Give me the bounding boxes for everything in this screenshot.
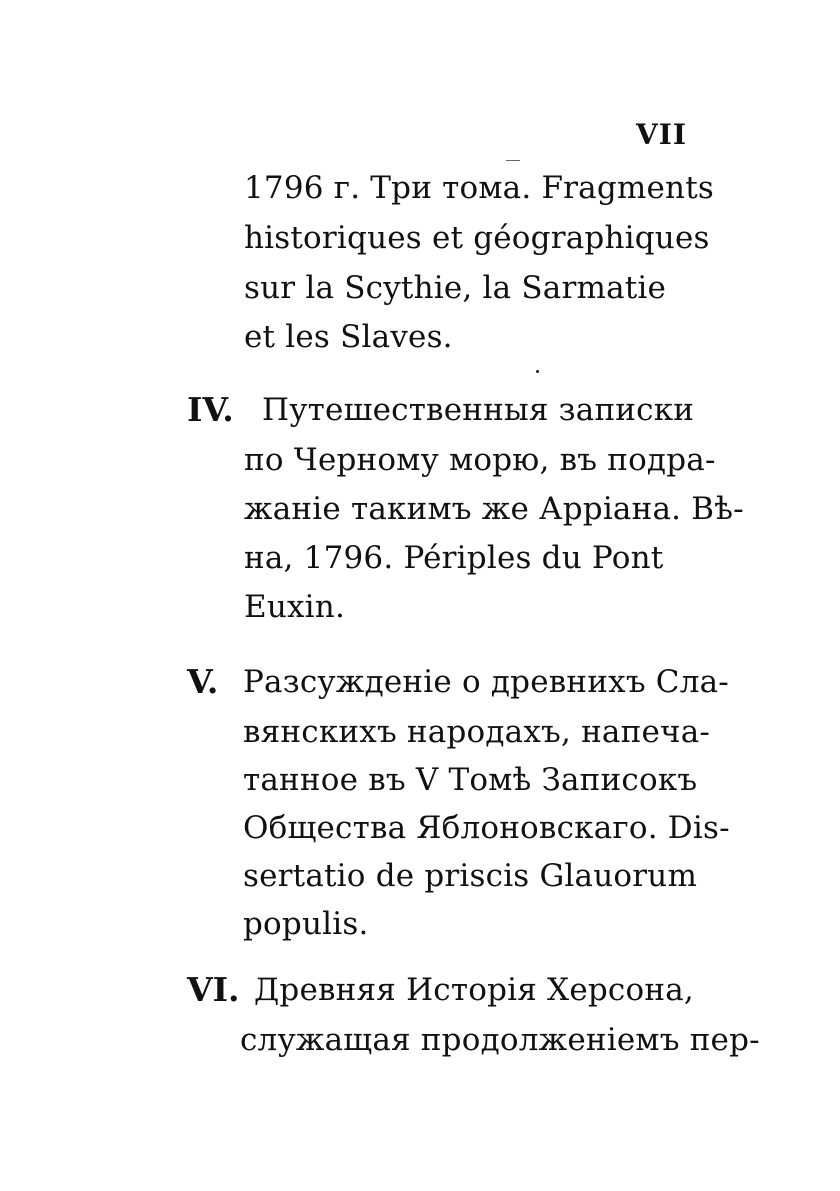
page-number: VII (636, 118, 687, 151)
text-line: 1796 г. Три тома. Fragments (244, 170, 714, 206)
entry-numeral: IV. (187, 390, 234, 429)
print-mark (536, 370, 539, 373)
entry-numeral: VI. (187, 970, 240, 1009)
text-line: танное въ V Томѣ Записокъ (243, 762, 698, 798)
text-line: Euxin. (244, 589, 346, 625)
print-mark (506, 160, 520, 161)
text-line: Разсужденіе о древнихъ Сла- (243, 664, 729, 700)
text-line: historiques et géographiques (244, 220, 710, 256)
text-line: et les Slaves. (244, 319, 453, 355)
text-line: на, 1796. Périples du Pont (244, 540, 664, 576)
text-line: populis. (243, 906, 369, 942)
entry-numeral: V. (187, 662, 219, 701)
text-line: служащая продолженіемъ пер- (240, 1022, 760, 1058)
text-line: по Черному морю, въ подра- (244, 442, 716, 478)
text-line: жаніе такимъ же Арріана. Вѣ- (244, 491, 744, 527)
text-line: Древняя Исторія Херсона, (254, 972, 694, 1008)
text-line: sertatio de priscis Glauorum (243, 858, 698, 894)
text-line: Общества Яблоновскаго. Dis- (243, 810, 730, 846)
text-line: вянскихъ народахъ, напеча- (243, 714, 711, 750)
text-line: Путешественныя записки (262, 392, 695, 428)
text-line: sur la Scythie, la Sarmatie (244, 270, 667, 306)
